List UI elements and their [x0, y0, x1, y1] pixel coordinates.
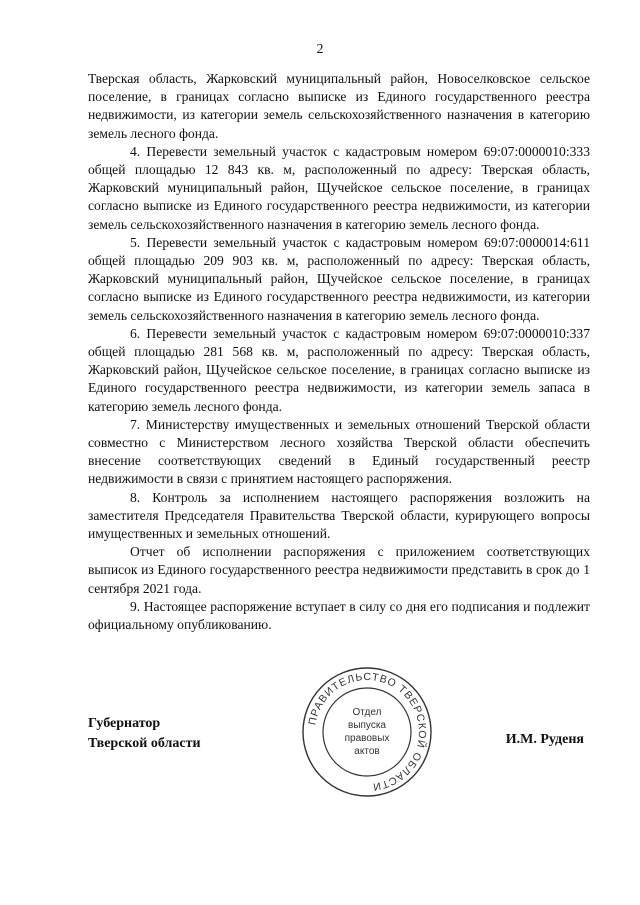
paragraph-item-9: 9. Настоящее распоряжение вступает в силу со дня его подписания и подлежит официальному опубликованию. — [88, 598, 590, 633]
stamp-center-line4: актов — [354, 746, 380, 757]
document-body — [88, 70, 590, 634]
stamp-center-line2: выпуска — [348, 720, 386, 731]
paragraph-report: Отчет об исполнении распоряжения с приложением соответствующих выписок из Единого государственного реестра недвижимости представить в срок до 1 сентября 2021 года. — [88, 544, 590, 596]
paragraph-item-7: 7. Министерству имущественных и земельных отношений Тверской области совместно с Министерством лесного хозяйства Тверской области обеспечить внесение соответствующих сведений в Единый государственный реестр недвижимости в связи с принятием настоящего распоряжения. — [88, 416, 590, 487]
signatory-title-line1: Губернатор — [88, 716, 161, 731]
official-stamp — [300, 665, 434, 799]
signatory-title-line2: Тверской области — [88, 736, 201, 751]
stamp-center-line3: правовых — [344, 733, 390, 744]
paragraph-item-4: 4. Перевести земельный участок с кадастровым номером 69:07:0000010:333 общей площадью 12 843 кв. м, расположенный по адресу: Тверская область, Жарковский муниципальный район, Щучейское сельское поселение, в границах согласно выписке из Единого государственного реестра недвижимости, из категории земель сельскохозяйственного назначения в категорию земель лесного фонда. — [88, 143, 590, 232]
page-number: 2 — [316, 42, 324, 57]
paragraph-item-5: 5. Перевести земельный участок с кадастровым номером 69:07:0000014:611 общей площадью 209 903 кв. м, расположенный по адресу: Тверская область, Жарковский муниципальный район, Щучейское сельское поселение, в границах согласно выписке из Единого государственного реестра недвижимости, из категории земель сельскохозяйственного назначения в категорию земель лесного фонда. — [88, 234, 590, 323]
paragraph-item-6: 6. Перевести земельный участок с кадастровым номером 69:07:0000010:337 общей площадью 281 568 кв. м, расположенный по адресу: Тверская область, Жарковский район, Щучейское сельское поселение, в границах согласно выписке из Единого государственного реестра недвижимости, из категории земель запаса в категорию земель лесного фонда. — [88, 325, 590, 414]
stamp-ring-text: ПРАВИТЕЛЬСТВО ТВЕРСКОЙ ОБЛАСТИ — [306, 670, 429, 793]
paragraph-continuation: Тверская область, Жарковский муниципальный район, Новоселковское сельское поселение, в границах согласно выписке из Единого государственного реестра недвижимости, из категории земель сельскохозяйственного назначения в категорию земель лесного фонда. — [88, 71, 590, 141]
signatory-name: И.М. Руденя — [505, 732, 584, 747]
stamp-center-line1: Отдел — [352, 707, 382, 718]
signatory-title — [88, 714, 201, 754]
paragraph-item-8: 8. Контроль за исполнением настоящего распоряжения возложить на заместителя Председателя Правительства Тверской области, курирующего вопросы имущественных и земельных отношений. — [88, 489, 590, 542]
